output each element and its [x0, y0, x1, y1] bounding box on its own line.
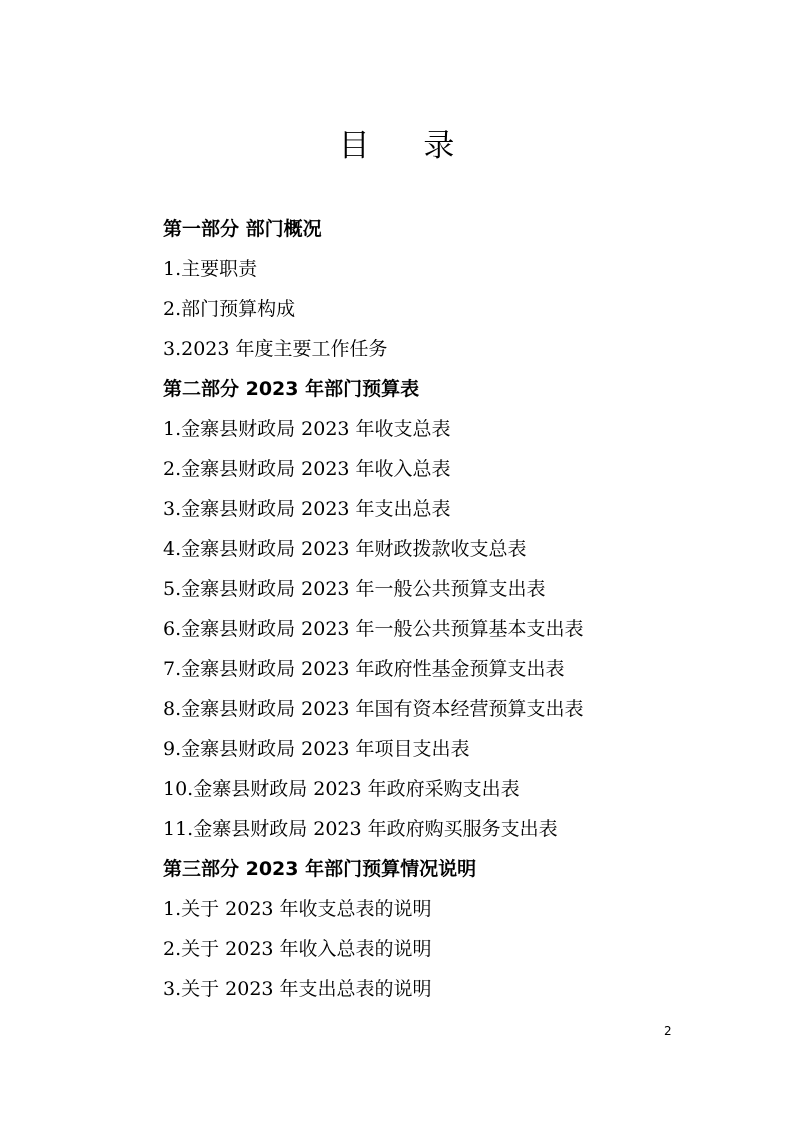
toc-entry: 2.金寨县财政局 2023 年收入总表 — [163, 458, 451, 480]
toc-entry: 1.主要职责 — [163, 258, 258, 280]
toc-entry: 3.金寨县财政局 2023 年支出总表 — [163, 498, 451, 520]
toc-entry: 7.金寨县财政局 2023 年政府性基金预算支出表 — [163, 658, 565, 680]
toc-entry: 10.金寨县财政局 2023 年政府采购支出表 — [163, 778, 520, 800]
toc-entry: 1.关于 2023 年收支总表的说明 — [163, 898, 432, 920]
toc-entry: 11.金寨县财政局 2023 年政府购买服务支出表 — [163, 818, 558, 840]
toc-entry: 5.金寨县财政局 2023 年一般公共预算支出表 — [163, 578, 546, 600]
toc-entry: 9.金寨县财政局 2023 年项目支出表 — [163, 738, 470, 760]
toc-entry: 4.金寨县财政局 2023 年财政拨款收支总表 — [163, 538, 527, 560]
toc-entry: 1.金寨县财政局 2023 年收支总表 — [163, 418, 451, 440]
toc-entry: 3.关于 2023 年支出总表的说明 — [163, 978, 432, 1000]
page-title: 目 录 — [338, 128, 477, 164]
toc-entry: 8.金寨县财政局 2023 年国有资本经营预算支出表 — [163, 698, 584, 720]
toc-section-heading: 第一部分 部门概况 — [163, 218, 322, 240]
toc-entry: 3.2023 年度主要工作任务 — [163, 338, 388, 360]
toc-entry: 2.关于 2023 年收入总表的说明 — [163, 938, 432, 960]
page-number: 2 — [664, 1024, 672, 1038]
table-of-contents — [163, 211, 584, 1011]
toc-section-heading: 第二部分 2023 年部门预算表 — [163, 378, 420, 400]
toc-entry: 6.金寨县财政局 2023 年一般公共预算基本支出表 — [163, 618, 584, 640]
toc-entry: 2.部门预算构成 — [163, 298, 296, 320]
toc-section-heading: 第三部分 2023 年部门预算情况说明 — [163, 858, 477, 880]
